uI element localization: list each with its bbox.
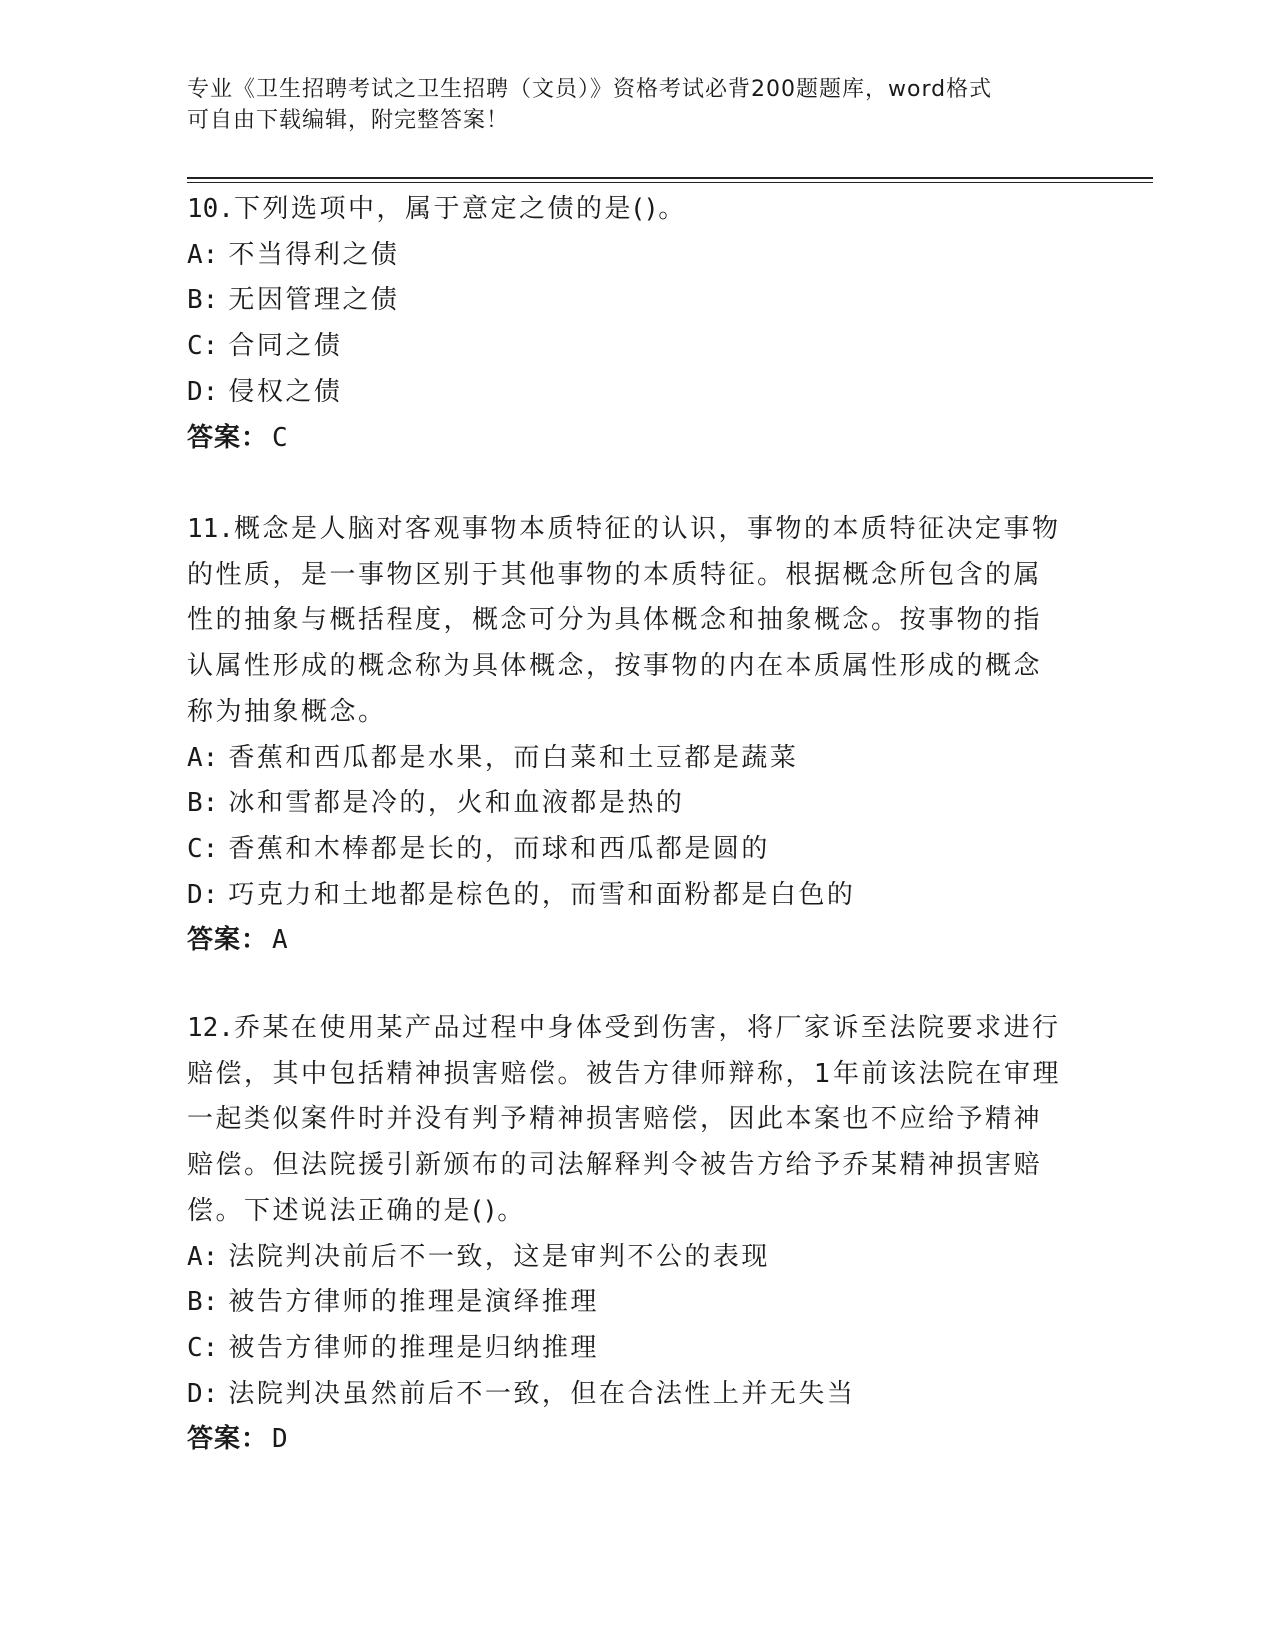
stem-line: 赔偿，其中包括精神损害赔偿。被告方律师辩称，1年前该法院在审理 [187,1058,1062,1089]
option-a [187,1235,1087,1281]
option-b [187,781,1087,827]
option-c [187,1326,1087,1372]
answer-value: C [272,422,289,453]
stem-line: 偿。下述说法正确的是()。 [187,1195,526,1226]
option-text: 香蕉和木棒都是长的，而球和西瓜都是圆的 [228,833,770,864]
question-stem [187,507,1087,553]
option-text: 香蕉和西瓜都是水果，而白菜和土豆都是蔬菜 [228,742,799,773]
question-number: 10. [187,194,234,224]
stem-line: 概念是人脑对客观事物本质特征的认识，事物的本质特征决定事物 [233,514,1061,544]
option-a [187,233,1087,279]
option-c [187,827,1087,873]
header-line-2: 可自由下载编辑，附完整答案！ [187,108,510,133]
header-line-1: 专业《卫生招聘考试之卫生招聘（文员）》资格考试必背200题题库，word格式 [187,77,993,102]
question-number: 11. [187,514,234,544]
option-text: 冰和雪都是冷的，火和血液都是热的 [228,788,685,819]
answer-line [187,1417,1087,1463]
option-text: 法院判决虽然前后不一致，但在合法性上并无失当 [228,1378,856,1409]
option-key: D: [187,376,219,407]
stem-line: 乔某在使用某产品过程中身体受到伤害，将厂家诉至法院要求进行 [233,1013,1061,1043]
option-a [187,736,1087,782]
option-text: 无因管理之债 [228,285,400,316]
option-c [187,324,1087,370]
option-key: A: [187,742,219,773]
option-key: A: [187,1241,219,1272]
question-10 [187,187,1087,461]
option-key: D: [187,1378,219,1409]
answer-value: A [272,925,289,956]
header-divider-thin [187,182,1153,183]
option-key: B: [187,788,219,819]
option-d [187,370,1087,416]
option-d [187,873,1087,919]
stem-line: 性的抽象与概括程度，概念可分为具体概念和抽象概念。按事物的指 [187,605,1043,636]
option-key: C: [187,1332,219,1363]
question-11 [187,507,1087,964]
option-text: 巧克力和土地都是棕色的，而雪和面粉都是白色的 [228,879,856,910]
stem-line: 认属性形成的概念称为具体概念，按事物的内在本质属性形成的概念 [187,651,1043,682]
answer-value: D [272,1424,289,1455]
option-key: B: [187,1287,219,1318]
question-number: 12. [187,1013,234,1043]
stem-line: 称为抽象概念。 [187,696,387,727]
stem-line: 一起类似案件时并没有判予精神损害赔偿，因此本案也不应给予精神 [187,1104,1043,1135]
option-key: C: [187,331,219,362]
question-12 [187,1006,1087,1463]
stem-line: 赔偿。但法院援引新颁布的司法解释判令被告方给予乔某精神损害赔 [187,1150,1043,1181]
option-key: B: [187,285,219,316]
option-text: 法院判决前后不一致，这是审判不公的表现 [228,1241,770,1272]
option-text: 不当得利之债 [228,239,400,270]
question-stem [187,187,1087,233]
option-text: 被告方律师的推理是演绎推理 [228,1287,599,1318]
answer-line [187,416,1087,462]
document-header [187,74,1087,136]
option-b [187,278,1087,324]
option-text: 被告方律师的推理是归纳推理 [228,1332,599,1363]
option-key: D: [187,879,219,910]
stem-line: 下列选项中，属于意定之债的是()。 [233,194,687,224]
answer-label: 答案： [187,925,269,956]
option-text: 合同之债 [228,331,343,362]
answer-label: 答案： [187,1424,269,1455]
answer-label: 答案： [187,422,269,453]
option-key: C: [187,833,219,864]
option-key: A: [187,239,219,270]
question-stem [187,1006,1087,1052]
option-text: 侵权之债 [228,376,343,407]
option-d [187,1372,1087,1418]
stem-line: 的性质，是一事物区别于其他事物的本质特征。根据概念所包含的属 [187,559,1043,590]
answer-line [187,918,1087,964]
option-b [187,1280,1087,1326]
header-divider-thick [187,177,1153,179]
